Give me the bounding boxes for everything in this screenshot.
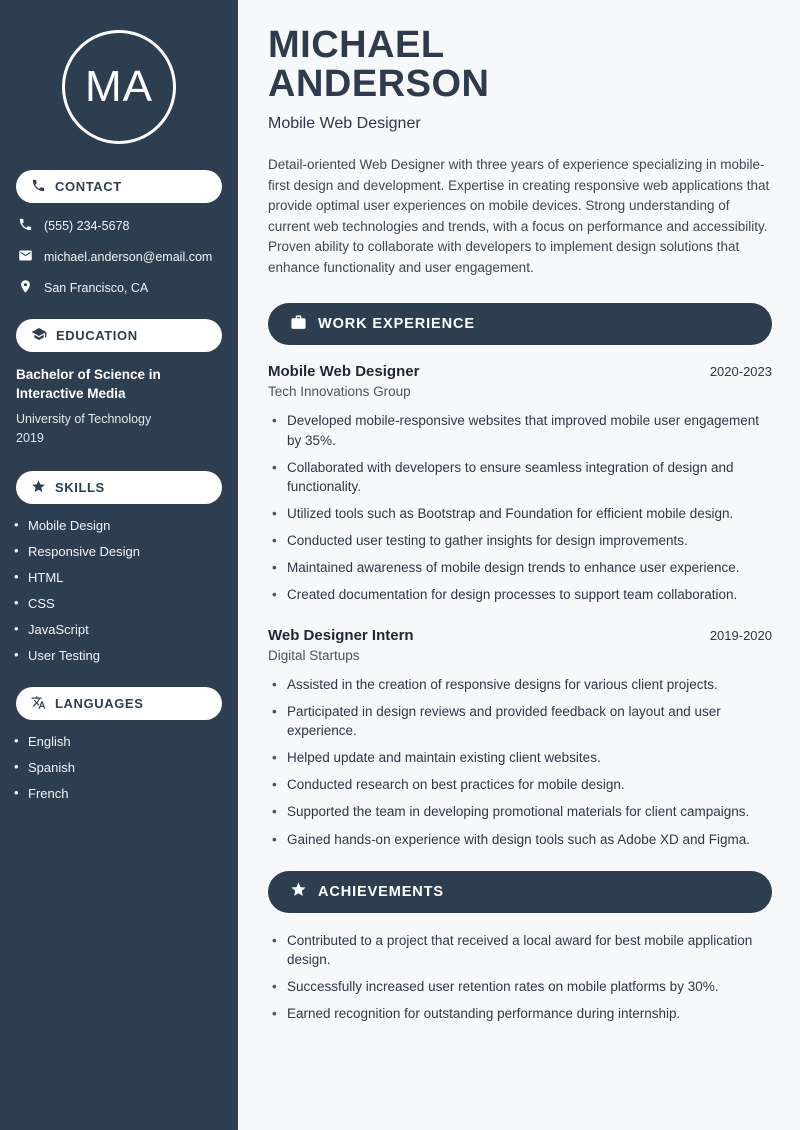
candidate-name	[268, 26, 772, 104]
skill-item: • Mobile Design	[14, 518, 222, 533]
location-pin-icon	[18, 279, 33, 297]
job-bullet: • Gained hands-on experience with design tools such as Adobe XD and Figma.	[272, 830, 772, 849]
education-section-header	[16, 319, 222, 352]
candidate-job-title: Mobile Web Designer	[268, 115, 421, 133]
skill-item: • JavaScript	[14, 622, 222, 637]
job-dates: 2019-2020	[709, 627, 772, 643]
job-header	[268, 627, 772, 644]
job-bullet: • Maintained awareness of mobile design trends to enhance user experience.	[272, 558, 772, 577]
contact-list	[18, 217, 222, 297]
graduation-cap-icon	[31, 326, 47, 345]
skill-item: • Responsive Design	[14, 544, 222, 559]
achievement-bullet: • Contributed to a project that received a local award for best mobile application design.	[272, 931, 772, 969]
profile-summary: Detail-oriented Web Designer with three years of experience specializing in mobile-first design and development. Expertise in creating responsive web applications that provide optimal user experiences on mobile devices. Strong understanding of current web technologies and trends, with a focus on performance and accessibility. Proven ability to collaborate with developers to implement design solutions that enhance functionality and user engagement.	[268, 157, 770, 275]
job-dates: 2020-2023	[709, 364, 772, 380]
contact-section-title: CONTACT	[55, 179, 122, 194]
languages-list	[14, 734, 222, 801]
job-bullet: • Conducted user testing to gather insights for design improvements.	[272, 531, 772, 550]
candidate-first-name: MICHAEL	[268, 24, 445, 66]
job-role: Web Designer Intern	[268, 626, 414, 644]
star-icon	[290, 881, 307, 902]
job-header	[268, 363, 772, 380]
experience-entry	[268, 363, 772, 604]
skill-item: • HTML	[14, 570, 222, 585]
job-bullet: • Developed mobile-responsive websites that improved mobile user engagement by 35%.	[272, 411, 772, 449]
job-bullet: • Created documentation for design processes to support team collaboration.	[272, 585, 772, 604]
education-year: 2019	[16, 430, 44, 445]
achievement-bullet: • Earned recognition for outstanding performance during internship.	[272, 1004, 772, 1023]
language-item: • Spanish	[14, 760, 222, 775]
achievements-section-header	[268, 871, 772, 913]
job-bullet: • Helped update and maintain existing client websites.	[272, 748, 772, 767]
star-icon	[31, 479, 46, 497]
education-section-title: EDUCATION	[56, 328, 138, 343]
job-bullet: • Participated in design reviews and provided feedback on layout and user experience.	[272, 702, 772, 740]
avatar	[62, 30, 176, 144]
work-experience-section-title: WORK EXPERIENCE	[318, 316, 475, 333]
job-company: Tech Innovations Group	[268, 384, 411, 400]
language-item: • French	[14, 786, 222, 801]
achievement-bullet: • Successfully increased user retention rates on mobile platforms by 30%.	[272, 977, 772, 996]
main-content	[238, 0, 800, 1130]
languages-section-title: LANGUAGES	[55, 696, 144, 712]
job-bullet-list	[272, 675, 772, 849]
job-bullet: • Assisted in the creation of responsive designs for various client projects.	[272, 675, 772, 694]
job-bullet: • Conducted research on best practices for mobile design.	[272, 775, 772, 794]
contact-email	[18, 248, 222, 266]
job-bullet: • Collaborated with developers to ensure seamless integration of design and functionality.	[272, 458, 772, 496]
skills-list	[14, 518, 222, 663]
briefcase-icon	[290, 314, 307, 335]
skill-item: • CSS	[14, 596, 222, 611]
language-item: • English	[14, 734, 222, 749]
job-company: Digital Startups	[268, 647, 360, 663]
skills-section-title: SKILLS	[55, 480, 105, 496]
education-block	[16, 366, 222, 447]
translate-icon	[31, 695, 46, 713]
job-bullet: • Supported the team in developing promotional materials for client campaigns.	[272, 802, 772, 821]
contact-phone-value: (555) 234-5678	[44, 219, 130, 233]
phone-icon	[31, 178, 46, 196]
achievements-list	[272, 931, 772, 1024]
contact-section-header	[16, 170, 222, 203]
contact-location	[18, 279, 222, 297]
work-experience-section-header	[268, 303, 772, 345]
contact-email-value: michael.anderson@email.com	[44, 250, 213, 264]
skill-item: • User Testing	[14, 648, 222, 663]
skills-section-header	[16, 471, 222, 504]
contact-phone	[18, 217, 222, 235]
job-role: Mobile Web Designer	[268, 363, 420, 381]
job-bullet-list	[272, 411, 772, 604]
candidate-last-name: ANDERSON	[268, 63, 490, 106]
job-bullet: • Utilized tools such as Bootstrap and Foundation for efficient mobile design.	[272, 504, 772, 523]
email-icon	[18, 248, 33, 266]
languages-section-header	[16, 687, 222, 720]
sidebar	[0, 0, 238, 1130]
phone-icon	[18, 217, 33, 235]
contact-location-value: San Francisco, CA	[44, 281, 149, 295]
avatar-initials: MA	[85, 62, 153, 111]
education-degree: Bachelor of Science in Interactive Media	[16, 367, 161, 401]
education-school: University of Technology	[16, 411, 152, 426]
achievements-section-title: ACHIEVEMENTS	[318, 883, 445, 900]
experience-entry	[268, 627, 772, 849]
